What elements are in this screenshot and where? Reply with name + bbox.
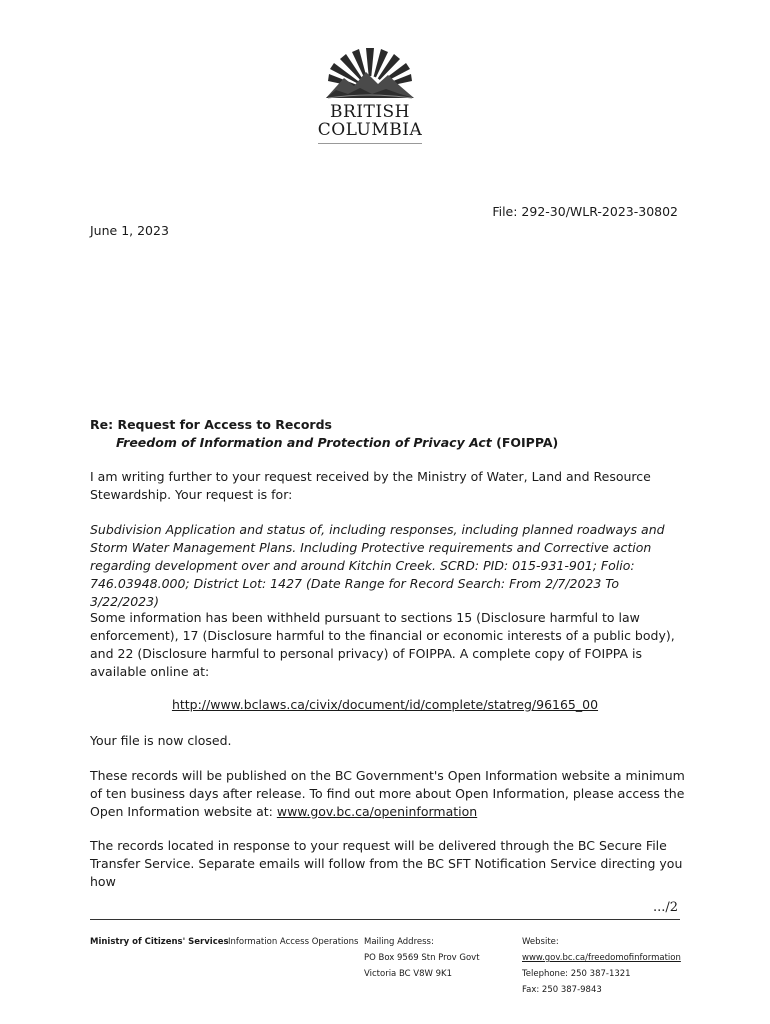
paragraph-withheld-info: Some information has been withheld pursuant to sections 15 (Disclosure harmful to law enforcement), 17 (Disclosure harmful to the financial or economic interests of a public body), and 22 (Disclosure harmful to personal privacy) of FOIPPA. A complete copy of FOIPPA is available online at:	[90, 610, 675, 679]
fax: Fax: 250 387-9843	[522, 985, 602, 995]
file-reference: File: 292-30/WLR-2023-30802	[492, 204, 678, 219]
web-link[interactable]: www.gov.bc.ca/freedomofinformation	[522, 953, 681, 963]
bc-sun-mountain-icon	[300, 44, 440, 104]
logo-text-columbia: COLUMBIA	[317, 120, 423, 140]
subject-line	[90, 416, 690, 452]
open-info-text: These records will be published on the BC Government's Open Information website a minimum of ten business days after release. To find out more about Open Information, please access the Open Information website at:	[90, 768, 685, 819]
mail-label: Mailing Address:	[364, 937, 434, 947]
mail-line1: PO Box 9569 Stn Prov Govt	[364, 953, 480, 963]
paragraph-open-information	[90, 767, 690, 821]
open-info-link[interactable]: www.gov.bc.ca/openinformation	[276, 804, 478, 819]
logo-divider	[318, 143, 422, 144]
paragraph-file-closed: Your file is now closed.	[90, 733, 232, 748]
act-abbrev: (FOIPPA)	[491, 435, 559, 450]
paragraph-records-delivery: The records located in response to your request will be delivered through the BC Secure File Transfer Service. Separate emails will follow from the BC SFT Notification Service directing you how	[90, 838, 683, 889]
footer-contact	[522, 934, 681, 998]
paragraph-request-intro: I am writing further to your request received by the Ministry of Water, Land and Resource Stewardship. Your request is for:	[90, 469, 651, 502]
footer-ministry: Ministry of Citizens' Services	[90, 937, 229, 947]
mail-line2: Victoria BC V8W 9K1	[364, 969, 453, 979]
web-label: Website:	[522, 937, 559, 947]
letter-date: June 1, 2023	[90, 223, 169, 238]
paragraph-request-details: Subdivision Application and status of, including responses, including planned roadways and Storm Water Management Plans. Including Protective requirements and Corrective action regarding development over and around Kitchin Creek. SCRD: PID: 015-931-901; Folio: 746.03948.000; District Lot: 1427 (Date Range for Record Search: From 2/7/2023 To 3/22/2023)	[90, 522, 665, 609]
foippa-link[interactable]: http://www.bclaws.ca/civix/document/id/complete/statreg/96165_00	[171, 697, 599, 712]
footer-mailing-address	[364, 934, 480, 982]
act-name: Freedom of Information and Protection of Privacy Act	[116, 435, 492, 450]
subject-re: Re: Request for Access to Records	[90, 417, 332, 432]
telephone: Telephone: 250 387-1321	[522, 969, 631, 979]
logo-text-british: BRITISH	[329, 102, 411, 122]
footer-divider	[90, 919, 680, 920]
subject-act	[90, 434, 690, 452]
bc-logo	[300, 44, 440, 148]
page-number: .../2	[652, 900, 678, 915]
footer-operations: Information Access Operations	[228, 937, 359, 947]
